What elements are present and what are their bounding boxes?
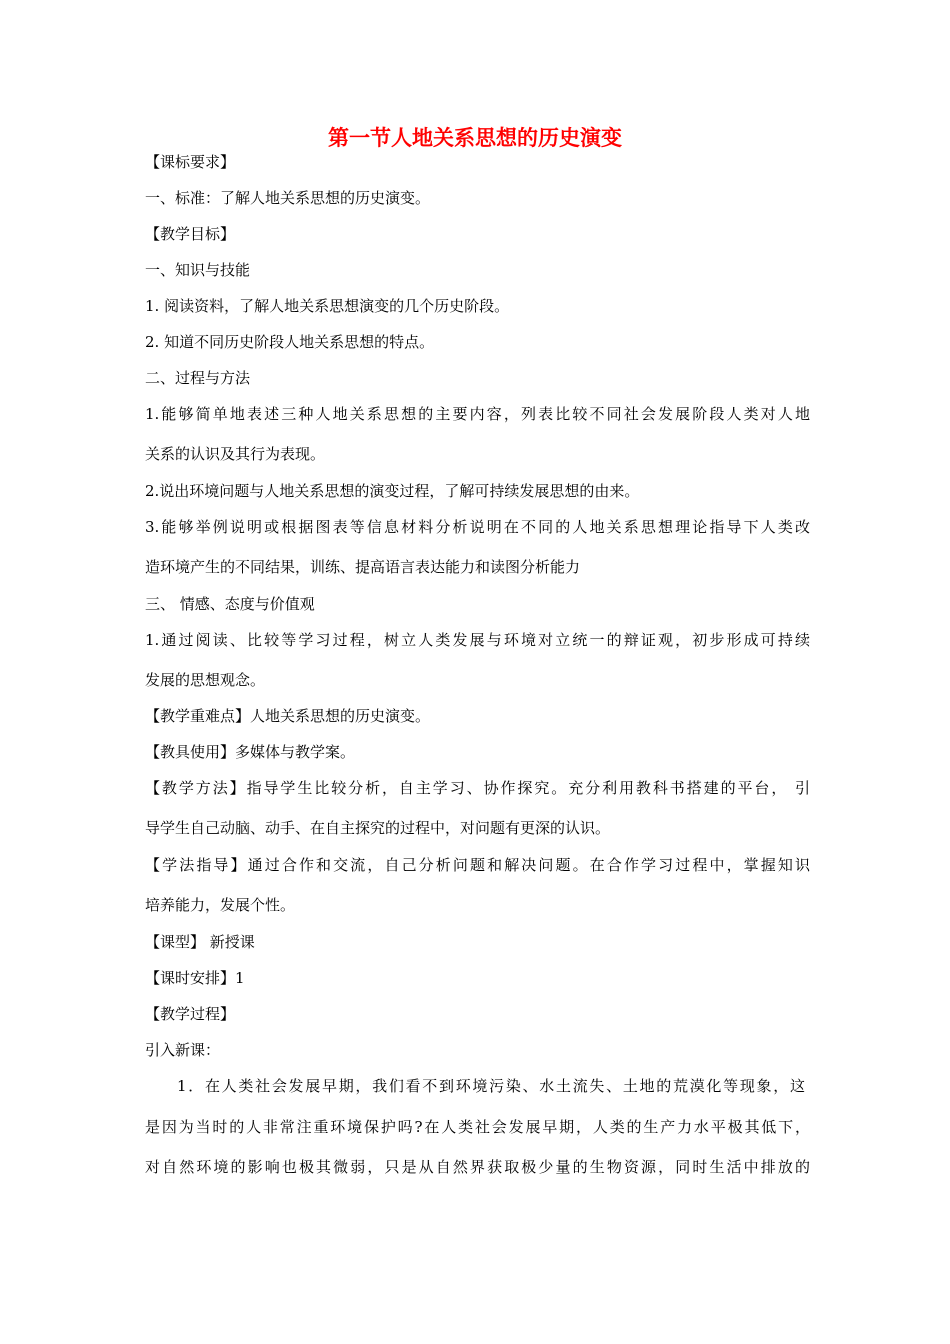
paragraph-line: 是因为当时的人非常注重环境保护吗?在人类社会发展早期，人类的生产力水平极其低下， bbox=[145, 1118, 810, 1136]
document-title: 第一节人地关系思想的历史演变 bbox=[328, 126, 622, 150]
lesson-type-line: 【课型】 新授课 bbox=[145, 933, 255, 951]
text-line: 一、标准：了解人地关系思想的历史演变。 bbox=[145, 189, 431, 207]
list-item: 1. 阅读资料，了解人地关系思想演变的几个历史阶段。 bbox=[145, 297, 510, 315]
section-header-objectives: 【教学目标】 bbox=[145, 225, 236, 243]
paragraph-line: 对自然环境的影响也极其微弱，只是从自然界获取极少量的生物资源，同时生活中排放的 bbox=[145, 1158, 810, 1176]
lesson-schedule-line: 【课时安排】1 bbox=[145, 969, 245, 987]
paragraph-line: 关系的认识及其行为表现。 bbox=[145, 445, 326, 463]
section-header-process: 【教学过程】 bbox=[145, 1005, 236, 1023]
paragraph-line: 造环境产生的不同结果，训练、提高语言表达能力和读图分析能力 bbox=[145, 558, 581, 576]
subsection-heading: 一、知识与技能 bbox=[145, 261, 251, 279]
list-item: 2. 知道不同历史阶段人地关系思想的特点。 bbox=[145, 333, 435, 351]
paragraph-line: 1.能够简单地表述三种人地关系思想的主要内容，列表比较不同社会发展阶段人类对人地 bbox=[145, 405, 810, 423]
key-points-line: 【教学重难点】人地关系思想的历史演变。 bbox=[145, 707, 431, 725]
subsection-heading: 二、过程与方法 bbox=[145, 369, 251, 387]
paragraph-line: 培养能力，发展个性。 bbox=[145, 896, 296, 914]
paragraph-line: 3.能够举例说明或根据图表等信息材料分析说明在不同的人地关系思想理论指导下人类改 bbox=[145, 518, 810, 536]
subsection-heading: 三、 情感、态度与价值观 bbox=[145, 595, 315, 613]
paragraph-line: 1.通过阅读、比较等学习过程，树立人类发展与环境对立统一的辩证观，初步形成可持续 bbox=[145, 631, 810, 649]
paragraph-line: 导学生自己动脑、动手、在自主探究的过程中，对问题有更深的认识。 bbox=[145, 819, 611, 837]
paragraph-line: 发展的思想观念。 bbox=[145, 671, 266, 689]
paragraph-line: 1．在人类社会发展早期，我们看不到环境污染、水土流失、土地的荒漠化等现象，这 bbox=[177, 1077, 805, 1095]
section-header-standards: 【课标要求】 bbox=[145, 153, 236, 171]
paragraph-line: 【教学方法】指导学生比较分析，自主学习、协作探究。充分利用教科书搭建的平台， 引 bbox=[145, 779, 810, 797]
paragraph-line: 【学法指导】通过合作和交流，自己分析问题和解决问题。在合作学习过程中，掌握知识 bbox=[145, 856, 810, 874]
teaching-aids-line: 【教具使用】多媒体与教学案。 bbox=[145, 743, 356, 761]
intro-heading: 引入新课： bbox=[145, 1041, 221, 1059]
list-item: 2.说出环境问题与人地关系思想的演变过程，了解可持续发展思想的由来。 bbox=[145, 482, 640, 500]
